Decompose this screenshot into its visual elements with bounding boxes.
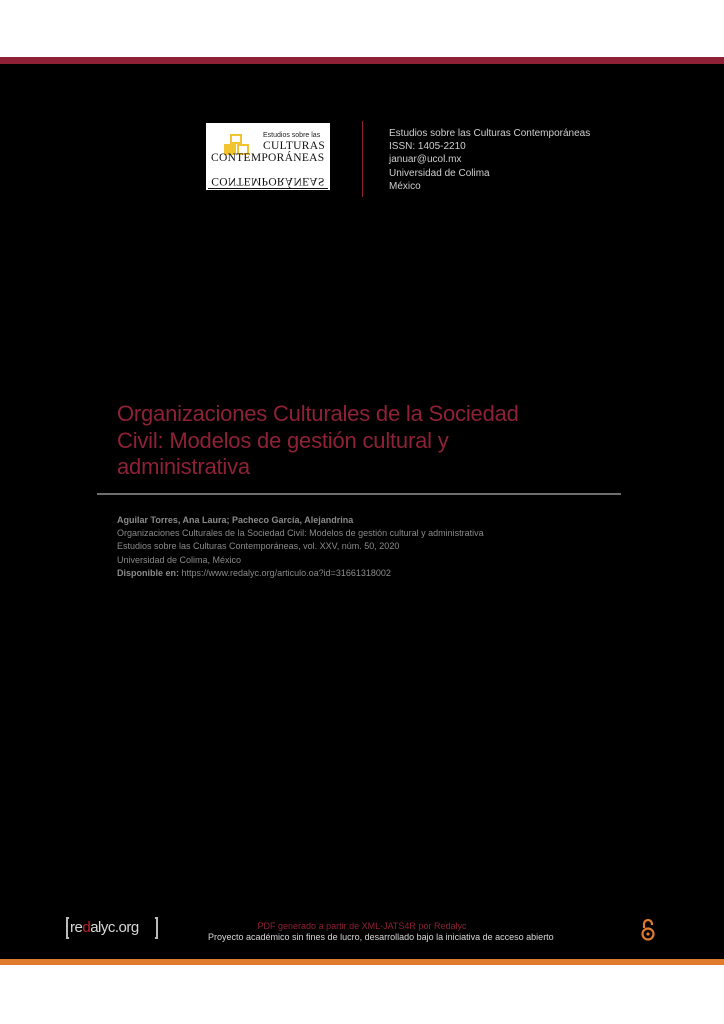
availability-line: [117, 567, 484, 580]
journal-info: [389, 127, 590, 193]
available-label: Disponible en:: [117, 567, 180, 578]
bottom-accent-bar: [0, 959, 724, 965]
article-institution: Universidad de Colima, México: [117, 554, 242, 565]
project-note: Proyecto académico sin fines de lucro, desarrollado bajo la iniciativa de acceso abierto: [208, 932, 554, 942]
journal-country: México: [389, 180, 421, 192]
article-authors: Aguilar Torres, Ana Laura; Pacheco García, Alejandrina: [117, 515, 354, 525]
journal-university: Universidad de Colima: [389, 167, 490, 179]
top-accent-bar: [0, 57, 724, 64]
logo-line2: CONTEMPORÁNEAS: [211, 152, 325, 164]
cover-page: [0, 64, 724, 959]
generated-note: PDF generado a partir de XML-JATS4R por Redalyc: [257, 921, 467, 931]
article-citation: Estudios sobre las Culturas Contemporáneas, vol. XXV, núm. 50, 2020: [117, 541, 400, 552]
journal-issn: ISSN: 1405-2210: [389, 141, 466, 153]
logo-mirror-text: CONTEMPORÁNEAS: [208, 173, 328, 189]
article-title-plain: Organizaciones Culturales de la Sociedad Civil: Modelos de gestión cultural y administrativa: [117, 528, 484, 539]
journal-email[interactable]: januar@ucol.mx: [389, 154, 462, 166]
header-divider: [362, 121, 363, 197]
title-line-2: Civil: Modelos de gestión cultural y: [117, 427, 449, 453]
article-metadata: [117, 514, 484, 580]
redalyc-wordmark: redalyc.org: [70, 919, 139, 936]
journal-name: Estudios sobre las Culturas Contemporáneas: [389, 128, 591, 139]
article-title: [117, 401, 637, 481]
title-divider: [97, 493, 621, 495]
journal-logo: [206, 123, 330, 190]
title-line-1: Organizaciones Culturales de la Sociedad: [117, 401, 519, 426]
open-access-icon: [640, 918, 656, 942]
available-url[interactable]: https://www.redalyc.org/articulo.oa?id=31661318002: [181, 567, 391, 578]
logo-small-text: Estudios sobre las: [263, 132, 321, 139]
logo-line1: CULTURAS: [263, 140, 326, 152]
title-line-3: administrativa: [117, 454, 250, 479]
